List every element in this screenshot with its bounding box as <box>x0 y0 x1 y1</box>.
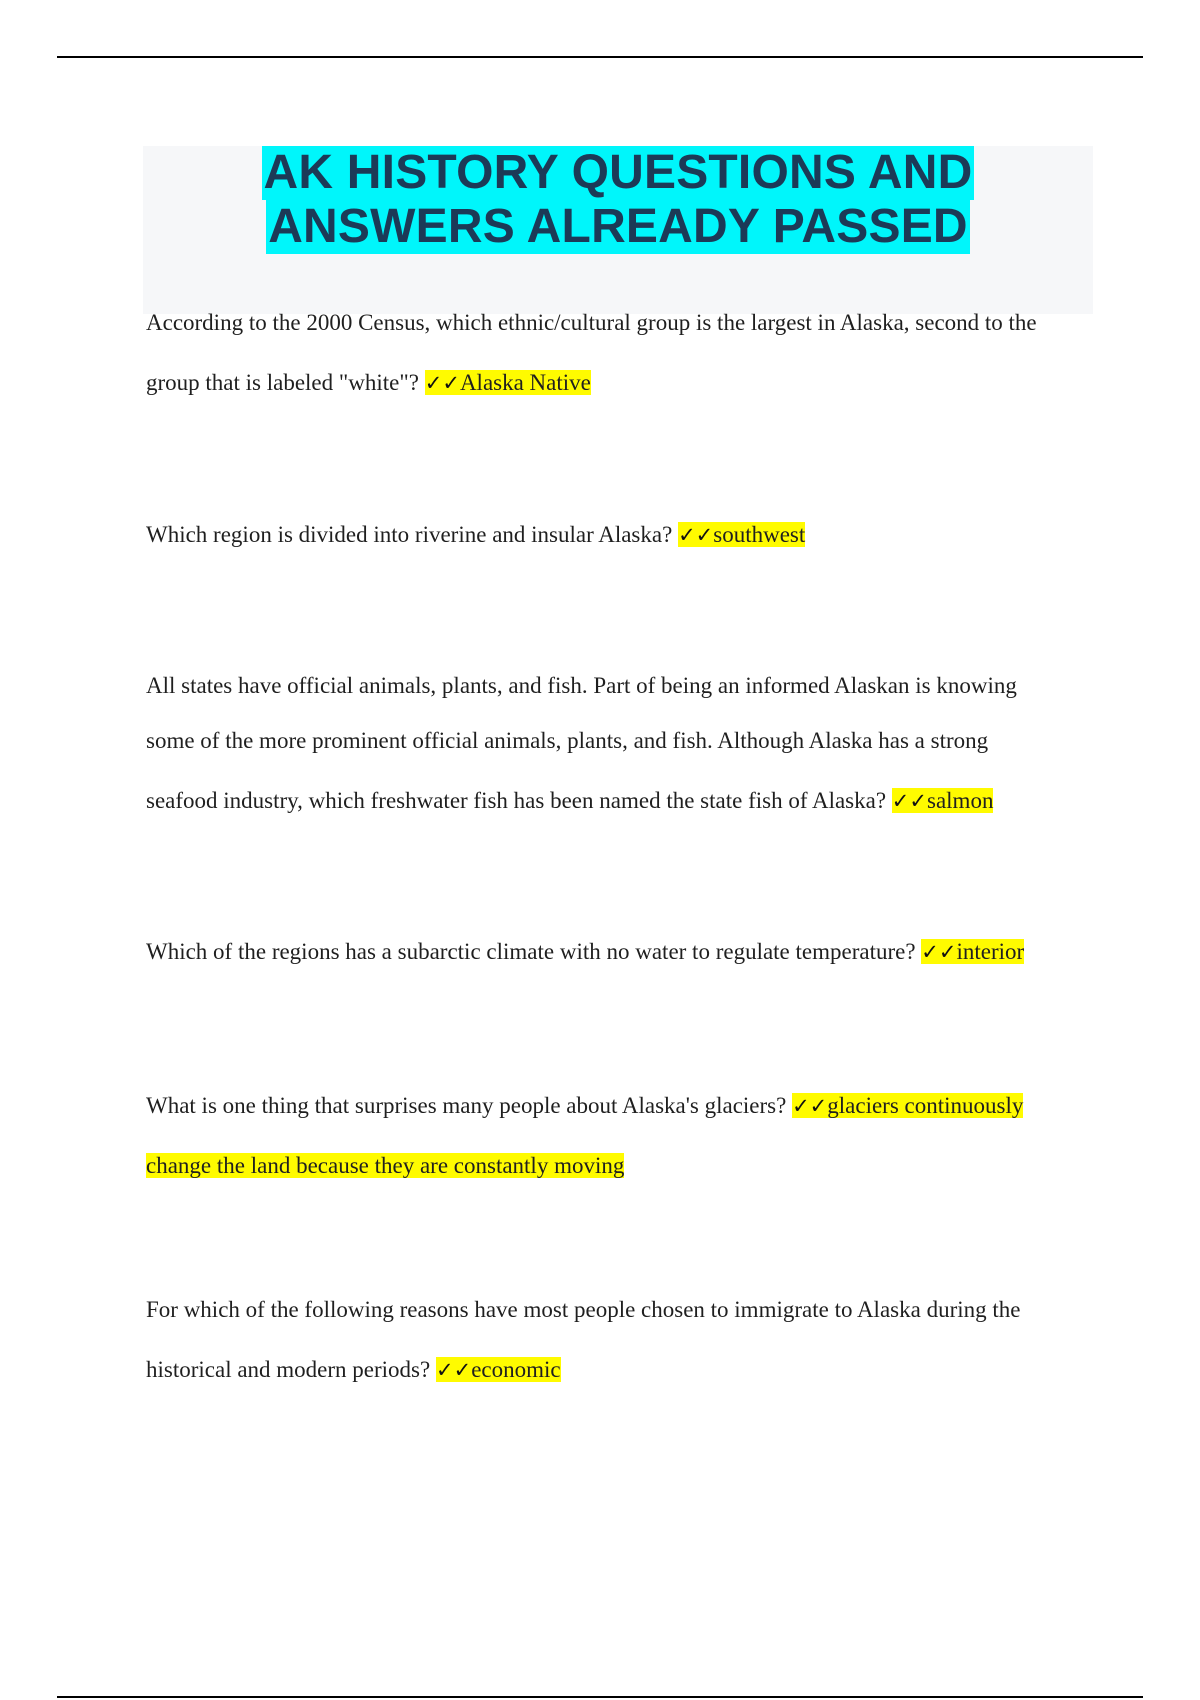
answer-highlight <box>425 370 591 395</box>
answer-text: salmon <box>927 788 994 813</box>
question-text: seafood industry, which freshwater fish has been named the state fish of Alaska? <box>146 788 887 813</box>
answer-highlight <box>678 522 805 547</box>
question-text: For which of the following reasons have most people chosen to immigrate to Alaska during the <box>146 1297 1021 1322</box>
question-text: According to the 2000 Census, which ethnic/cultural group is the largest in Alaska, second to the <box>146 310 1037 335</box>
question-text: All states have official animals, plants, and fish. Part of being an informed Alaskan is knowing <box>146 673 1017 698</box>
double-check-icon: ✓✓ <box>424 371 460 395</box>
double-check-icon: ✓✓ <box>792 1094 828 1118</box>
answer-text: interior <box>956 939 1025 964</box>
page-title-line-2: ANSWERS ALREADY PASSED <box>268 200 968 253</box>
question-text: What is one thing that surprises many people about Alaska's glaciers? <box>146 1093 787 1118</box>
double-check-icon: ✓✓ <box>678 523 714 547</box>
answer-highlight <box>436 1357 561 1382</box>
question-text: Which region is divided into riverine and insular Alaska? <box>146 522 673 547</box>
answer-text: glaciers continuously <box>827 1093 1024 1118</box>
bottom-rule <box>57 1696 1143 1698</box>
question-text: historical and modern periods? <box>146 1357 431 1382</box>
question-text: some of the more prominent official animals, plants, and fish. Although Alaska has a strong <box>146 728 989 753</box>
answer-text-continued: change the land because they are constantly moving <box>146 1153 625 1178</box>
double-check-icon: ✓✓ <box>891 789 927 813</box>
answer-highlight <box>792 1093 1023 1118</box>
double-check-icon: ✓✓ <box>921 940 957 964</box>
answer-text: economic <box>471 1357 561 1382</box>
answer-highlight <box>921 939 1024 964</box>
double-check-icon: ✓✓ <box>435 1358 472 1382</box>
page-title-line-1: AK HISTORY QUESTIONS AND <box>263 146 973 199</box>
question-text: group that is labeled "white"? <box>146 370 419 395</box>
title-banner <box>143 146 1093 314</box>
answer-text: Alaska Native <box>459 370 591 395</box>
question-text: Which of the regions has a subarctic climate with no water to regulate temperature? <box>146 939 916 964</box>
answer-highlight <box>892 788 994 813</box>
answer-text: southwest <box>713 522 806 547</box>
top-rule <box>57 56 1143 58</box>
